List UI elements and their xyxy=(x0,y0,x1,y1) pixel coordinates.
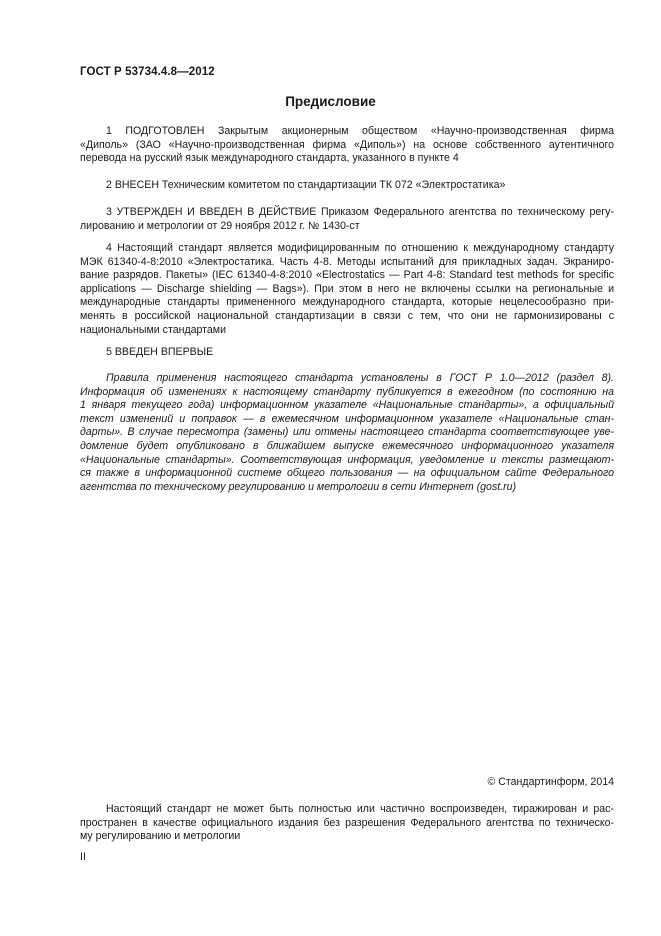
text-line: международные стандарты примененного международного стандарта, которые нецелесообразно при- xyxy=(80,296,614,309)
text-line: перевода на русский язык международного стандарта, указанного в пункте 4 xyxy=(80,152,459,165)
text-line: МЭК 61340-4-8:2010 «Электростатика. Часть 4-8. Методы испытаний для прикладных задач. Экраниро- xyxy=(80,255,614,268)
page-title: Предисловие xyxy=(285,94,376,109)
text-line: 3 УТВЕРЖДЕН И ВВЕДЕН В ДЕЙСТВИЕ Приказом Федерального агентства по техническому регу- xyxy=(106,206,614,218)
text-line: 5 ВВЕДЕН ВПЕРВЫЕ xyxy=(106,346,214,358)
foreword-item-3 xyxy=(80,206,614,233)
text-line: вание разрядов. Пакеты» (IEC 61340-4-8:2010 «Electrostatics — Part 4-8: Standard test methods for specific xyxy=(80,269,614,282)
text-line: 1 ПОДГОТОВЛЕН Закрытым акционерным обществом «Научно-производственная фирма xyxy=(106,125,614,137)
text-line: 1 января текущего года) информационном указателе «Национальные стандарты», а официальный xyxy=(80,399,614,412)
text-line: менять в российской национальной стандартизации в связи с тем, что они не гармонизированы с xyxy=(80,309,614,322)
text-line: Информация об изменениях к настоящему стандарту публикуется в ежегодном (по состоянию на xyxy=(80,385,614,398)
text-line: пространен в качестве официального издания без разрешения Федерального агентства по техническо- xyxy=(80,816,614,829)
foreword-item-5 xyxy=(80,346,614,360)
foreword-item-2 xyxy=(80,179,614,193)
text-line: 4 Настоящий стандарт является модифицированным по отношению к международному стандарту xyxy=(106,242,614,254)
text-line: лированию и метрологии от 29 ноября 2012 г. № 1430-ст xyxy=(80,219,360,232)
text-line: домление будет опубликовано в ближайшем выпуске ежемесячного информационного указателя xyxy=(80,439,614,452)
text-line: 2 ВНЕСЕН Техническим комитетом по стандартизации ТК 072 «Электростатика» xyxy=(106,179,506,191)
text-line: Правила применения настоящего стандарта установлены в ГОСТ Р 1.0—2012 (раздел 8). xyxy=(106,372,614,384)
text-line: Настоящий стандарт не может быть полностью или частично воспроизведен, тиражирован и рас- xyxy=(106,803,614,815)
page-number: II xyxy=(80,851,86,863)
text-line: «Диполь» (ЗАО «Научно-производственная фирма «Диполь») на основе собственного аутентичного xyxy=(80,138,614,151)
text-line: агентства по техническому регулированию и метрологии в сети Интернет (gost.ru) xyxy=(80,480,517,493)
application-notice xyxy=(80,372,614,494)
text-line: applications — Discharge shielding — Bags»). При этом в него не включены ссылки на региональные и xyxy=(80,282,614,295)
text-line: национальными стандартами xyxy=(80,323,226,336)
text-line: ся также в информационной системе общего пользования — на официальном сайте Федерального xyxy=(80,467,614,480)
copyright: © Стандартинформ, 2014 xyxy=(487,776,614,788)
text-line: «Национальные стандарты». Соответствующая информация, уведомление и тексты размещают- xyxy=(80,453,614,466)
document-code: ГОСТ Р 53734.4.8—2012 xyxy=(80,66,215,78)
reproduction-notice xyxy=(80,803,614,844)
foreword-item-4 xyxy=(80,242,614,337)
foreword-item-1 xyxy=(80,125,614,166)
text-line: му регулированию и метрологии xyxy=(80,830,241,843)
text-line: текст изменений и поправок — в ежемесячном информационном указателе «Национальные стан- xyxy=(80,412,614,425)
text-line: дарты». В случае пересмотра (замены) или отмены настоящего стандарта соответствующее уве- xyxy=(80,426,614,439)
